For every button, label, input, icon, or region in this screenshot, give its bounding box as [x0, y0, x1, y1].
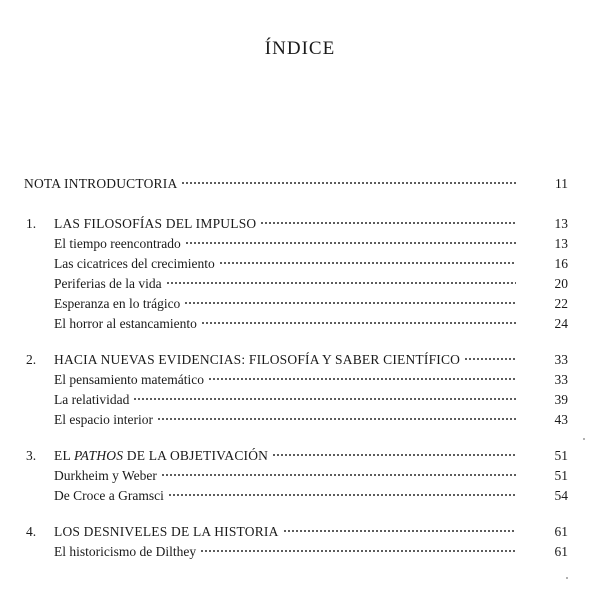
entry-title: La relatividad — [54, 392, 130, 407]
dot-leader — [161, 473, 516, 477]
dot-leader — [201, 321, 516, 325]
page-number: 16 — [554, 256, 568, 271]
page-number: 13 — [554, 216, 568, 231]
paper-speck — [583, 438, 585, 440]
dot-leader — [166, 281, 516, 285]
dot-leader — [272, 453, 516, 457]
page-number: 61 — [554, 544, 568, 559]
chapter-number: 3. — [26, 448, 37, 463]
entry-title: Las cicatrices del crecimiento — [54, 256, 215, 271]
entry-title — [54, 446, 268, 466]
dot-leader — [464, 357, 516, 361]
toc-subentry — [54, 314, 520, 334]
toc-subentry — [54, 370, 520, 390]
page-number: 33 — [554, 352, 568, 367]
toc-subentry — [54, 234, 520, 254]
toc-subentry — [54, 486, 520, 506]
toc-subentry — [54, 410, 520, 430]
dot-leader — [200, 549, 516, 553]
entry-title: El espacio interior — [54, 412, 153, 427]
entry-title: Esperanza en lo trágico — [54, 296, 181, 311]
toc-subentry — [54, 254, 520, 274]
entry-title: LAS FILOSOFÍAS DEL IMPULSO — [54, 216, 257, 231]
paper-speck — [566, 577, 568, 579]
toc-chapter — [26, 350, 520, 370]
toc-subentry — [54, 274, 520, 294]
page-number: 22 — [554, 296, 568, 311]
dot-leader — [157, 417, 516, 421]
toc-subentry — [54, 390, 520, 410]
entry-title: LOS DESNIVELES DE LA HISTORIA — [54, 524, 279, 539]
chapter-number: 4. — [26, 524, 37, 539]
page-title: ÍNDICE — [264, 38, 336, 59]
dot-leader — [283, 529, 516, 533]
dot-leader — [185, 241, 516, 245]
entry-title-part: DE LA OBJETIVACIÓN — [123, 448, 269, 463]
toc-subentry — [54, 466, 520, 486]
dot-leader — [133, 397, 516, 401]
toc-front-matter — [24, 174, 520, 194]
page-number: 24 — [554, 316, 568, 331]
chapter-number: 1. — [26, 216, 37, 231]
page-number: 61 — [554, 524, 568, 539]
page-number: 33 — [554, 372, 568, 387]
dot-leader — [181, 181, 516, 185]
dot-leader — [168, 493, 516, 497]
page-number: 51 — [554, 468, 568, 483]
chapter-number: 2. — [26, 352, 37, 367]
dot-leader — [184, 301, 516, 305]
dot-leader — [260, 221, 516, 225]
entry-title-part: EL — [54, 448, 74, 463]
toc-chapter — [26, 522, 520, 542]
entry-title: HACIA NUEVAS EVIDENCIAS: FILOSOFÍA Y SABER CIENTÍFICO — [54, 352, 461, 367]
entry-title: El horror al estancamiento — [54, 316, 197, 331]
entry-title: El pensamiento matemático — [54, 372, 204, 387]
entry-title: De Croce a Gramsci — [54, 488, 164, 503]
toc-subentry — [54, 294, 520, 314]
entry-title: Periferias de la vida — [54, 276, 162, 291]
page-number: 43 — [554, 412, 568, 427]
page-number: 13 — [554, 236, 568, 251]
entry-title-italic: PATHOS — [73, 448, 124, 463]
page-number: 51 — [554, 448, 568, 463]
dot-leader — [219, 261, 516, 265]
entry-title: El tiempo reencontrado — [54, 236, 181, 251]
toc-chapter — [26, 446, 520, 466]
page-number: 11 — [555, 176, 568, 191]
entry-title: NOTA INTRODUCTORIA — [24, 176, 178, 191]
page-number: 54 — [554, 488, 568, 503]
entry-title: Durkheim y Weber — [54, 468, 157, 483]
toc-chapter — [26, 214, 520, 234]
entry-title: El historicismo de Dilthey — [54, 544, 197, 559]
toc-subentry — [54, 542, 520, 562]
dot-leader — [208, 377, 516, 381]
page-number: 20 — [554, 276, 568, 291]
page-number: 39 — [554, 392, 568, 407]
